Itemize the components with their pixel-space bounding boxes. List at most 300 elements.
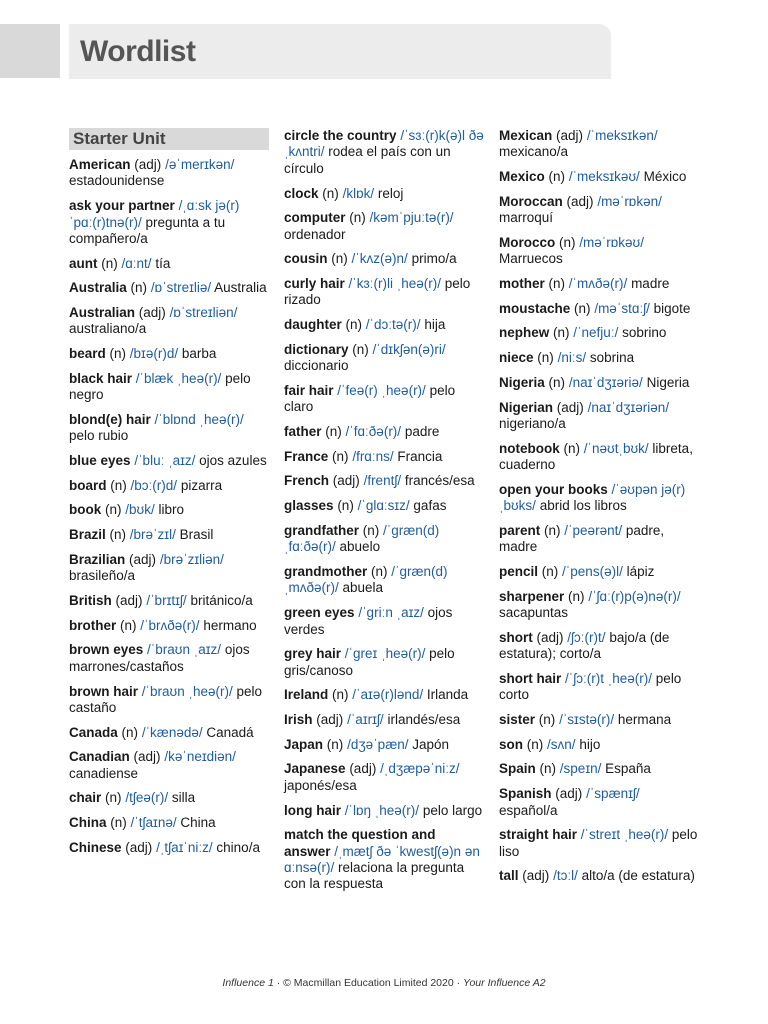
entry-part-of-speech: (n): [325, 424, 342, 440]
wordlist-entry: [284, 128, 484, 177]
entry-pronunciation: /ˈɡræn(d)ˌfɑːðə(r)/: [284, 522, 440, 555]
wordlist-entry: [69, 198, 269, 247]
entry-pronunciation: /sʌn/: [547, 736, 576, 752]
wordlist-entry: [499, 169, 699, 185]
entry-translation: sacapuntas: [499, 605, 569, 621]
entry-headword: dictionary: [284, 341, 349, 357]
wordlist-entry: [499, 589, 699, 622]
entry-part-of-speech: (n): [349, 210, 366, 226]
entry-translation: padre: [404, 424, 440, 440]
entry-translation: Marruecos: [499, 251, 563, 267]
entry-headword: Nigeria: [499, 374, 545, 390]
entry-translation: pelo negro: [69, 370, 251, 403]
wordlist-entry: [69, 725, 269, 741]
entry-headword: Morocco: [499, 234, 556, 250]
entry-part-of-speech: (adj): [556, 399, 584, 415]
entry-headword: niece: [499, 350, 534, 366]
wordlist-entry: [69, 815, 269, 831]
entry-translation: rodea el país con un círculo: [284, 144, 451, 176]
entry-translation: pelo gris/canoso: [284, 646, 455, 678]
wordlist-entry: [284, 523, 484, 556]
entry-part-of-speech: (n): [352, 341, 369, 357]
entry-headword: French: [284, 473, 330, 489]
entry-pronunciation: /speɪn/: [559, 761, 602, 777]
entry-translation: marroquí: [499, 210, 554, 226]
entry-translation: abrid los libros: [539, 498, 627, 514]
entry-headword: beard: [69, 346, 106, 362]
entry-translation: pelo castaño: [69, 683, 263, 715]
entry-pronunciation: /bɔː(r)d/: [130, 477, 178, 493]
entry-translation: tía: [155, 255, 171, 271]
entry-headword: brother: [69, 617, 117, 633]
entry-part-of-speech: (adj): [138, 305, 166, 321]
entry-pronunciation: /ɑːnt/: [121, 255, 152, 271]
entry-headword: Brazil: [69, 527, 106, 543]
entry-part-of-speech: (n): [362, 522, 380, 538]
entry-pronunciation: /ˈəʊpən jə(r) ˌbʊks/: [499, 481, 686, 514]
page-footer: [0, 977, 768, 989]
entry-pronunciation: /əˈmerɪkən/: [165, 157, 235, 172]
entry-headword: son: [499, 736, 524, 752]
entry-pronunciation: /ˈkɜː(r)li ˌheə(r)/: [348, 276, 441, 292]
entry-pronunciation: /bʊk/: [125, 502, 155, 518]
entry-pronunciation: /dʒəˈpæn/: [347, 736, 409, 752]
entry-translation: hija: [424, 317, 446, 333]
entry-translation: irlandés/esa: [387, 712, 461, 728]
entry-pronunciation: /ˈʃɔː(r)t ˌheə(r)/: [565, 670, 653, 686]
wordlist-entry: [284, 564, 484, 597]
footer-book-title: Influence 1: [222, 977, 274, 989]
header-tab-decoration: [0, 24, 60, 78]
wordlist-entry: [284, 210, 484, 243]
entry-translation: Japón: [412, 736, 450, 752]
header-bar: [69, 24, 611, 79]
wordlist-entry: [69, 749, 269, 782]
entry-headword: Ireland: [284, 687, 329, 703]
entry-part-of-speech: (adj): [134, 157, 162, 172]
entry-pronunciation: /ˈfɑːðə(r)/: [345, 424, 402, 440]
entry-part-of-speech: (n): [109, 527, 127, 543]
entry-headword: Japan: [284, 736, 324, 752]
entry-pronunciation: /naɪˈdʒɪəriə/: [568, 374, 643, 390]
entry-part-of-speech: (adj): [556, 128, 584, 143]
wordlist-entry: [69, 552, 269, 585]
entry-pronunciation: /ˈdɔːtə(r)/: [365, 317, 421, 333]
entry-pronunciation: /ˈblɒnd ˌheə(r)/: [154, 411, 244, 427]
entry-translation: Nigeria: [646, 374, 690, 390]
entry-headword: chair: [69, 790, 102, 806]
entry-translation: chino/a: [216, 839, 260, 855]
wordlist-entry: [69, 618, 269, 634]
entry-pronunciation: /ˈdɪkʃən(ə)ri/: [372, 341, 446, 357]
wordlist-column-1: [69, 128, 269, 865]
entry-translation: pelo liso: [499, 827, 698, 859]
entry-pronunciation: /ˈkʌz(ə)n/: [351, 251, 408, 267]
entry-pronunciation: /naɪˈdʒɪəriən/: [587, 399, 670, 415]
entry-headword: Canadian: [69, 749, 130, 765]
entry-headword: long hair: [284, 802, 341, 818]
entry-pronunciation: /brəˈzɪl/: [129, 527, 176, 543]
wordlist-entry: [499, 375, 699, 391]
wordlist-entry: [69, 346, 269, 362]
wordlist-entry: [69, 642, 269, 675]
entry-headword: circle the country: [284, 128, 397, 143]
entry-translation: sobrino: [622, 325, 667, 341]
wordlist-entry: [499, 868, 699, 884]
entry-part-of-speech: (n): [130, 280, 148, 296]
entry-pronunciation: /ˈnefjuː/: [573, 325, 619, 341]
entry-pronunciation: /ˈbrɪtɪʃ/: [146, 592, 187, 608]
wordlist-entry: [69, 593, 269, 609]
entry-part-of-speech: (n): [538, 712, 556, 728]
entry-pronunciation: /tɔːl/: [553, 868, 578, 884]
entry-translation: barba: [181, 346, 217, 362]
entry-part-of-speech: (adj): [115, 592, 143, 608]
entry-pronunciation: /frɑːns/: [352, 448, 394, 464]
entry-pronunciation: /ˌɑːsk jə(r) ˈpɑː(r)tnə(r)/: [69, 198, 240, 230]
wordlist-entry: [499, 128, 699, 161]
entry-pronunciation: /ˈfeə(r) ˌheə(r)/: [337, 382, 426, 398]
entry-headword: grey hair: [284, 646, 342, 662]
entry-pronunciation: /ˈaɪə(r)lənd/: [352, 687, 424, 703]
entry-pronunciation: /ˈbrʌðə(r)/: [140, 617, 200, 633]
entry-headword: straight hair: [499, 827, 578, 843]
entry-translation: lápiz: [626, 563, 655, 579]
entry-pronunciation: /ˈlɒŋ ˌheə(r)/: [344, 802, 420, 818]
entry-pronunciation: /ˈkænədə/: [141, 724, 203, 740]
entry-pronunciation: /frentʃ/: [363, 473, 402, 489]
entry-part-of-speech: (adj): [133, 749, 161, 765]
wordlist-entry: [284, 827, 484, 893]
entry-headword: blond(e) hair: [69, 411, 151, 427]
entry-part-of-speech: (n): [121, 724, 139, 740]
wordlist-entry: [69, 684, 269, 717]
entry-pronunciation: /ˈmʌðə(r)/: [568, 276, 628, 292]
wordlist-entry: [499, 786, 699, 819]
entry-pronunciation: /ˈbraʊn ˌheə(r)/: [141, 683, 233, 699]
entry-headword: green eyes: [284, 605, 355, 621]
entry-translation: hermana: [617, 712, 672, 728]
entry-translation: Canadá: [206, 724, 254, 740]
entry-headword: China: [69, 815, 107, 831]
entry-translation: Francia: [397, 448, 443, 464]
entry-translation: libro: [158, 502, 184, 518]
entry-pronunciation: /ˈsɜː(r)k(ə)l ðə ˌkʌntri/: [284, 128, 484, 160]
entry-pronunciation: /niːs/: [557, 350, 587, 366]
entry-translation: ojos marrones/castaños: [69, 642, 250, 674]
wordlist-entry: [284, 605, 484, 638]
entry-pronunciation: /tʃeə(r)/: [125, 790, 169, 806]
wordlist-entry: [499, 523, 699, 556]
entry-headword: short hair: [499, 670, 562, 686]
entry-pronunciation: /ˈɡriːn ˌaɪz/: [358, 605, 424, 621]
entry-translation: sobrina: [589, 350, 635, 366]
section-title: Starter Unit: [69, 128, 269, 150]
entry-pronunciation: /klɒk/: [342, 185, 375, 201]
entry-headword: sharpener: [499, 588, 565, 604]
entry-headword: grandmother: [284, 563, 368, 579]
entry-translation: nigeriano/a: [499, 415, 566, 431]
entry-part-of-speech: (n): [120, 617, 137, 633]
entry-pronunciation: /ʃɔː(r)t/: [567, 629, 606, 645]
entry-translation: hijo: [579, 736, 601, 752]
entry-pronunciation: /ˌmætʃ ðə ˈkwestʃ(ə)n ən ɑːnsə(r)/: [284, 843, 480, 876]
entry-headword: curly hair: [284, 276, 345, 292]
wordlist-entry: [284, 383, 484, 416]
wordlist-entry: [499, 400, 699, 433]
entry-pronunciation: /ˈmeksɪkən/: [586, 128, 658, 143]
entry-part-of-speech: (n): [326, 736, 344, 752]
wordlist-entry: [69, 840, 269, 856]
entry-part-of-speech: (n): [539, 761, 557, 777]
entry-pronunciation: /ˈaɪrɪʃ/: [347, 712, 384, 728]
entry-translation: pizarra: [180, 477, 223, 493]
wordlist-entry: [284, 803, 484, 819]
entry-translation: australiano/a: [69, 321, 147, 337]
entry-part-of-speech: (adj): [332, 473, 360, 489]
entry-translation: México: [643, 169, 687, 185]
entry-translation: estadounidense: [69, 173, 165, 189]
wordlist-entry: [69, 371, 269, 404]
wordlist-entry: [499, 350, 699, 366]
entry-translation: ojos verdes: [284, 605, 453, 637]
wordlist-entry: [69, 157, 269, 190]
wordlist-entry: [284, 737, 484, 753]
entry-headword: tall: [499, 868, 519, 884]
entry-translation: España: [605, 761, 651, 777]
entry-pronunciation: /ˈspænɪʃ/: [586, 786, 640, 802]
entry-translation: francés/esa: [404, 473, 475, 489]
entry-translation: silla: [171, 790, 196, 806]
entry-headword: aunt: [69, 255, 98, 271]
entry-translation: reloj: [377, 185, 404, 201]
entry-pronunciation: /ˈnəʊtˌbʊk/: [583, 440, 649, 456]
entry-part-of-speech: (adj): [522, 868, 550, 884]
entry-headword: mother: [499, 276, 545, 292]
entry-headword: cousin: [284, 251, 328, 267]
entry-headword: brown hair: [69, 683, 139, 699]
entry-part-of-speech: (n): [101, 255, 118, 271]
entry-pronunciation: /ˌtʃaɪˈniːz/: [156, 839, 213, 855]
wordlist-entry: [284, 473, 484, 489]
entry-translation: Australia: [214, 280, 267, 296]
entry-pronunciation: /ˈsɪstə(r)/: [559, 712, 615, 728]
entry-translation: pelo claro: [284, 382, 456, 415]
entry-part-of-speech: (adj): [129, 551, 157, 567]
entry-part-of-speech: (n): [526, 736, 544, 752]
wordlist-entry: [69, 280, 269, 296]
wordlist-entry: [284, 186, 484, 202]
entry-pronunciation: /kəˈneɪdiən/: [164, 749, 236, 765]
entry-pronunciation: /ɒˈstreɪliə/: [150, 280, 212, 296]
entry-headword: father: [284, 424, 322, 440]
wordlist-entry: [284, 712, 484, 728]
wordlist-entry: [499, 712, 699, 728]
entry-translation: primo/a: [411, 251, 457, 267]
entry-headword: board: [69, 477, 107, 493]
entry-headword: daughter: [284, 317, 342, 333]
entry-headword: France: [284, 448, 329, 464]
entry-headword: black hair: [69, 370, 133, 386]
entry-headword: Irish: [284, 712, 313, 728]
wordlist-entry: [284, 687, 484, 703]
wordlist-entry: [69, 790, 269, 806]
entry-headword: Moroccan: [499, 193, 563, 209]
entry-pronunciation: /ˌdʒæpəˈniːz/: [380, 761, 460, 777]
entry-translation: padre, madre: [499, 522, 665, 555]
entry-headword: match the question and answer: [284, 827, 436, 859]
wordlist-entry: [284, 449, 484, 465]
entry-translation: Brasil: [179, 527, 214, 543]
entry-pronunciation: /brəˈzɪliən/: [159, 551, 224, 567]
entry-part-of-speech: (n): [105, 790, 122, 806]
entry-translation: libreta, cuaderno: [499, 440, 693, 473]
wordlist-entry: [284, 761, 484, 794]
entry-headword: notebook: [499, 440, 560, 456]
entry-headword: grandfather: [284, 522, 360, 538]
entry-pronunciation: /ˈʃɑː(r)p(ə)nə(r)/: [588, 588, 681, 604]
entry-part-of-speech: (n): [553, 325, 570, 341]
wordlist-entry: [284, 498, 484, 514]
entry-translation: pelo rubio: [69, 428, 129, 444]
entry-part-of-speech: (n): [544, 522, 561, 538]
entry-part-of-speech: (n): [559, 234, 576, 250]
entry-part-of-speech: (n): [110, 815, 127, 831]
entry-translation: bajo/a (de estatura); corto/a: [499, 629, 670, 662]
entry-translation: Irlanda: [426, 687, 469, 703]
entry-headword: pencil: [499, 563, 539, 579]
page-title: Wordlist: [80, 35, 196, 68]
entry-headword: Australia: [69, 280, 127, 296]
entry-part-of-speech: (n): [371, 563, 388, 579]
wordlist-entry: [499, 194, 699, 227]
entry-translation: pelo corto: [499, 670, 682, 703]
wordlist-entry: [69, 502, 269, 518]
entry-headword: nephew: [499, 325, 550, 341]
entry-part-of-speech: (adj): [536, 629, 564, 645]
wordlist-entry: [284, 276, 484, 309]
entry-translation: canadiense: [69, 765, 139, 781]
entry-translation: británico/a: [190, 592, 253, 608]
entry-pronunciation: /məˈrɒkən/: [597, 193, 662, 209]
wordlist-entry: [69, 527, 269, 543]
entry-translation: bigote: [653, 300, 691, 316]
entry-pronunciation: /bɪə(r)d/: [129, 346, 179, 362]
entry-headword: moustache: [499, 300, 571, 316]
entry-translation: hermano: [203, 617, 257, 633]
entry-translation: ojos azules: [199, 453, 267, 469]
entry-headword: Nigerian: [499, 399, 554, 415]
entry-translation: diccionario: [284, 358, 349, 374]
wordlist-entry: [499, 630, 699, 663]
entry-pronunciation: /kəmˈpjuːtə(r)/: [369, 210, 454, 226]
entry-translation: madre: [631, 276, 670, 292]
entry-part-of-speech: (n): [548, 374, 566, 390]
wordlist-entry: [284, 317, 484, 333]
entry-pronunciation: /ˈbluː ˌaɪz/: [134, 453, 196, 469]
entry-pronunciation: /məˈstɑːʃ/: [594, 300, 650, 316]
wordlist-entry: [284, 424, 484, 440]
entry-part-of-speech: (n): [548, 169, 566, 185]
entry-pronunciation: /ˈɡræn(d)ˌmʌðə(r)/: [284, 563, 448, 596]
entry-part-of-speech: (n): [337, 498, 354, 514]
entry-part-of-speech: (n): [568, 588, 585, 604]
wordlist-entry: [499, 482, 699, 515]
wordlist-entry: [69, 305, 269, 338]
entry-translation: japonés/esa: [284, 777, 357, 793]
wordlist-entry: [499, 301, 699, 317]
entry-headword: computer: [284, 210, 346, 226]
entry-translation: mexicano/a: [499, 144, 569, 160]
entry-headword: British: [69, 592, 112, 608]
wordlist-entry: [284, 251, 484, 267]
entry-part-of-speech: (n): [322, 185, 339, 201]
entry-headword: Spanish: [499, 786, 552, 802]
wordlist-entry: [499, 564, 699, 580]
entry-part-of-speech: (n): [331, 251, 348, 267]
entry-pronunciation: /məˈrɒkəʊ/: [579, 234, 644, 250]
wordlist-column-2: [284, 128, 484, 901]
entry-part-of-speech: (n): [548, 276, 566, 292]
entry-pronunciation: /ˈblæk ˌheə(r)/: [135, 370, 222, 386]
wordlist-entry: [499, 671, 699, 704]
entry-part-of-speech: (n): [109, 346, 127, 362]
wordlist-entry: [284, 342, 484, 375]
entry-pronunciation: /ˈmeksɪkəʊ/: [568, 169, 640, 185]
entry-translation: abuela: [342, 580, 384, 596]
wordlist-entry: [499, 737, 699, 753]
entry-pronunciation: /ˈpens(ə)l/: [562, 563, 623, 579]
entry-headword: Spain: [499, 761, 536, 777]
entry-headword: clock: [284, 185, 319, 201]
entry-headword: book: [69, 502, 102, 518]
entry-headword: glasses: [284, 498, 334, 514]
entry-part-of-speech: (adj): [125, 839, 153, 855]
entry-part-of-speech: (adj): [555, 786, 583, 802]
entry-pronunciation: /ˈbraʊn ˌaɪz/: [147, 642, 222, 658]
wordlist-entry: [499, 276, 699, 292]
entry-headword: blue eyes: [69, 453, 131, 469]
entry-headword: Mexican: [499, 128, 553, 143]
wordlist-entry: [69, 453, 269, 469]
entry-headword: Chinese: [69, 839, 122, 855]
wordlist-entry: [499, 325, 699, 341]
entry-headword: American: [69, 157, 131, 172]
footer-copyright: · © Macmillan Education Limited 2020 ·: [273, 977, 464, 989]
entry-pronunciation: /ˈstreɪt ˌheə(r)/: [580, 827, 669, 843]
entry-part-of-speech: (n): [537, 350, 554, 366]
entry-translation: ordenador: [284, 226, 346, 242]
entry-headword: Canada: [69, 724, 118, 740]
entry-part-of-speech: (n): [345, 317, 363, 333]
entry-part-of-speech: (adj): [349, 761, 377, 777]
entry-headword: short: [499, 629, 533, 645]
wordlist-entry: [69, 478, 269, 494]
entry-part-of-speech: (n): [332, 448, 349, 464]
wordlist-entry: [69, 256, 269, 272]
entry-headword: brown eyes: [69, 642, 144, 658]
entry-headword: Japanese: [284, 761, 346, 777]
wordlist-entry: [69, 412, 269, 445]
entry-part-of-speech: (adj): [316, 712, 344, 728]
entry-translation: China: [180, 815, 216, 831]
wordlist-entry: [499, 441, 699, 474]
entry-translation: gafas: [413, 498, 447, 514]
entry-translation: español/a: [499, 802, 558, 818]
wordlist-entry: [499, 827, 699, 860]
entry-translation: alto/a (de estatura): [581, 868, 695, 884]
entry-translation: pregunta a tu compañero/a: [69, 214, 226, 246]
